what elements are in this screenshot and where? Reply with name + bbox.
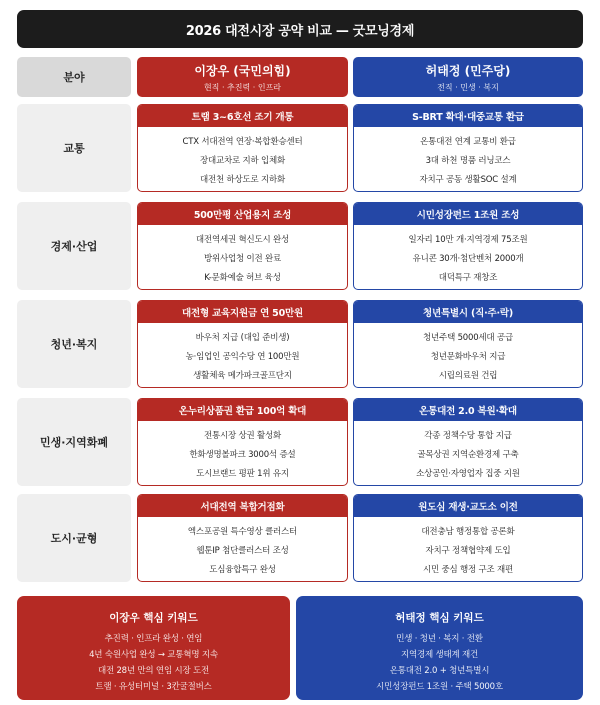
policy-item: 생활체육 메가파크골프단지 — [193, 371, 292, 381]
policy-list — [138, 323, 347, 386]
row-category: 도시·균형 — [17, 494, 131, 582]
policy-headline: 트램 3~6호선 조기 개통 — [138, 105, 347, 127]
policy-item: 골목상권 지역순환경제 구축 — [417, 450, 519, 460]
candidate-a-slogan: 현직 · 추진력 · 인프라 — [203, 82, 282, 92]
policy-item: 일자리 10만 개·지역경제 75조원 — [408, 235, 528, 245]
policy-list — [138, 127, 347, 190]
policy-item: 대전천 하상도로 지하화 — [199, 175, 286, 185]
field-column-header — [17, 57, 131, 97]
row-category: 청년·복지 — [17, 300, 131, 388]
policy-item: 장대교차로 지하 입체화 — [199, 156, 286, 166]
policy-item: 온통대전 연계 교통비 환급 — [420, 137, 516, 147]
policy-headline: 온통대전 2.0 복원·확대 — [354, 399, 582, 421]
candidate-a-name: 이장우 (국민의힘) — [194, 63, 291, 78]
keyword-item: 민생 · 청년 · 복지 · 전환 — [396, 634, 483, 644]
policy-row-economy — [17, 202, 583, 290]
policy-list — [354, 323, 582, 386]
policy-item: 바우처 지급 (대입 준비생) — [195, 333, 290, 343]
policy-headline: 시민성장펀드 1조원 조성 — [354, 203, 582, 225]
policy-item: 엑스포공원 특수영상 클러스터 — [187, 527, 298, 537]
policy-item: K-문화예술 허브 육성 — [204, 273, 281, 283]
keyword-item: 지역경제 생태계 재건 — [400, 650, 479, 660]
policy-item: 웹툰IP 첨단클러스터 조성 — [196, 546, 289, 556]
policy-item: 자치구 정책협약제 도입 — [425, 546, 511, 556]
candidate-a-policy-card — [137, 398, 348, 486]
policy-list — [354, 421, 582, 484]
keywords-title: 허태정 핵심 키워드 — [395, 612, 484, 624]
policy-list — [354, 517, 582, 580]
policy-item: 방위사업청 이전 완료 — [203, 254, 282, 264]
keyword-item: 시민성장펀드 1조원 · 주택 5000호 — [376, 682, 503, 692]
page-title: 2026 대전시장 공약 비교 — 굿모닝경제 — [17, 10, 583, 48]
policy-row-local-currency — [17, 398, 583, 486]
policy-item: 시립의료원 건립 — [438, 371, 498, 381]
policy-list — [354, 127, 582, 190]
keywords-title: 이장우 핵심 키워드 — [109, 612, 198, 624]
policy-item: CTX 서대전역 연장·복합환승센터 — [182, 137, 303, 147]
candidate-b-keywords-box — [296, 596, 583, 700]
candidate-a-keywords-box — [17, 596, 290, 700]
policy-list — [138, 225, 347, 288]
policy-headline: 대전형 교육지원금 연 50만원 — [138, 301, 347, 323]
policy-item: 각종 정책수당 통합 지급 — [424, 431, 512, 441]
policy-item: 청년주택 5000세대 공급 — [423, 333, 513, 343]
candidate-a-policy-card — [137, 202, 348, 290]
policy-item: 시민 중심 행정 구조 재편 — [422, 565, 514, 575]
policy-headline: 온누리상품권 환급 100억 확대 — [138, 399, 347, 421]
keyword-item: 추진력 · 인프라 완성 · 연임 — [104, 634, 203, 644]
policy-row-transport — [17, 104, 583, 192]
row-category: 경제·산업 — [17, 202, 131, 290]
policy-item: 3대 하천 명품 러닝코스 — [425, 156, 511, 166]
policy-row-youth-welfare — [17, 300, 583, 388]
keyword-item: 대전 28년 만의 연임 시장 도전 — [97, 666, 210, 676]
policy-item: 청년문화바우처 지급 — [430, 352, 506, 362]
keyword-item: 온통대전 2.0 + 청년특별시 — [389, 666, 490, 676]
keywords-list — [89, 631, 218, 695]
row-category: 교통 — [17, 104, 131, 192]
policy-list — [138, 421, 347, 484]
candidate-b-policy-card — [353, 104, 583, 192]
candidate-a-policy-card — [137, 494, 348, 582]
candidate-a-policy-card — [137, 104, 348, 192]
policy-list — [354, 225, 582, 288]
policy-row-urban-balance — [17, 494, 583, 582]
keyword-item: 4년 숙원사업 완성 → 교통혁명 지속 — [89, 650, 218, 660]
candidate-b-policy-card — [353, 494, 583, 582]
policy-headline: 청년특별시 (직·주·락) — [354, 301, 582, 323]
policy-item: 도시브랜드 평판 1위 유지 — [196, 469, 289, 479]
policy-item: 한화생명볼파크 3000석 증설 — [189, 450, 296, 460]
policy-headline: 500만평 산업용지 조성 — [138, 203, 347, 225]
field-label: 분야 — [63, 71, 85, 84]
policy-item: 자치구 공동 생활SOC 설계 — [419, 175, 517, 185]
policy-headline: 서대전역 복합거점화 — [138, 495, 347, 517]
candidate-b-policy-card — [353, 398, 583, 486]
candidate-a-policy-card — [137, 300, 348, 388]
row-category: 민생·지역화폐 — [17, 398, 131, 486]
keywords-list — [376, 631, 503, 695]
policy-headline: S-BRT 확대·대중교통 환급 — [354, 105, 582, 127]
candidate-b-policy-card — [353, 202, 583, 290]
policy-item: 대전충남 행정통합 공론화 — [421, 527, 515, 537]
policy-headline: 원도심 재생·교도소 이전 — [354, 495, 582, 517]
candidate-b-slogan: 전직 · 민생 · 복지 — [437, 82, 499, 92]
policy-item: 대덕특구 재창조 — [438, 273, 498, 283]
candidate-b-policy-card — [353, 300, 583, 388]
policy-item: 유니콘 30개·첨단벤처 2000개 — [412, 254, 524, 264]
candidate-a-header — [137, 57, 348, 97]
policy-list — [138, 517, 347, 580]
candidate-b-name: 허태정 (민주당) — [425, 63, 511, 78]
comparison-header — [17, 57, 583, 97]
policy-item: 도심융합특구 완성 — [209, 565, 276, 575]
policy-item: 대전역세권 혁신도시 완성 — [195, 235, 290, 245]
keyword-item: 트램 · 유성터미널 · 3칸굴절버스 — [95, 682, 212, 692]
policy-item: 농·임업인 공익수당 연 100만원 — [185, 352, 300, 362]
policy-item: 소상공인·자영업자 집중 지원 — [416, 469, 520, 479]
policy-item: 전통시장 상권 활성화 — [203, 431, 282, 441]
candidate-b-header — [353, 57, 583, 97]
